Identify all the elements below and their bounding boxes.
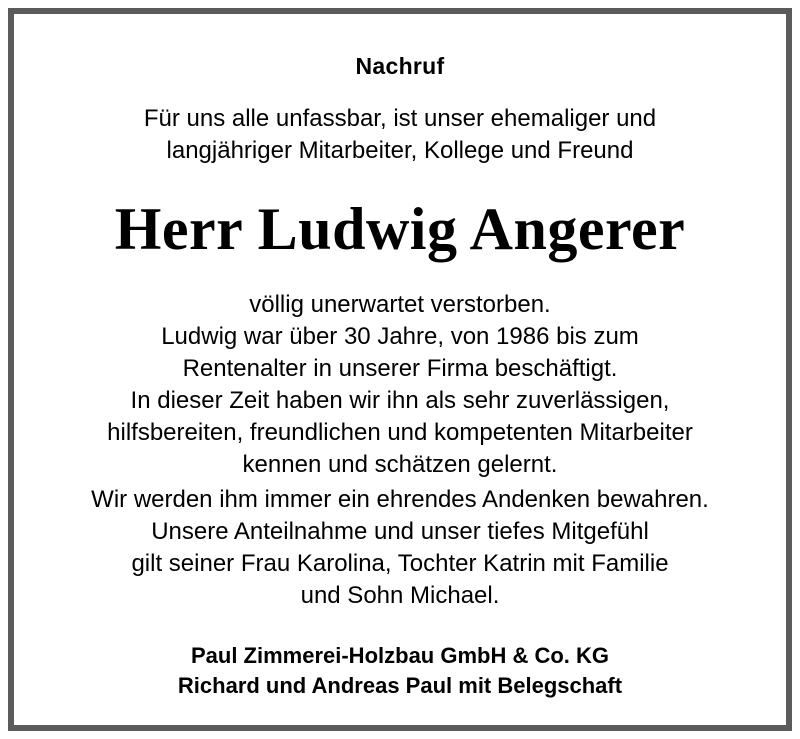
body-line: Ludwig war über 30 Jahre, von 1986 bis zum <box>161 323 639 350</box>
body-line: kennen und schätzen gelernt. <box>242 451 558 478</box>
sympathy-line: gilt seiner Frau Karolina, Tochter Katrin mit Familie <box>131 550 669 577</box>
sympathy-text <box>14 516 786 612</box>
body-line: Rentenalter in unserer Firma beschäftigt. <box>182 355 618 382</box>
sympathy-line: Unsere Anteilnahme und unser tiefes Mitgefühl <box>151 518 649 545</box>
intro-line: Für uns alle unfassbar, ist unser ehemaliger und <box>143 105 657 132</box>
obituary-heading: Nachruf <box>355 53 445 79</box>
intro-text <box>14 103 786 167</box>
obituary-content <box>14 14 786 725</box>
obituary-frame <box>8 8 792 731</box>
body-line: völlig unerwartet verstorben. <box>249 291 551 318</box>
sympathy-line: und Sohn Michael. <box>300 582 500 609</box>
company-name: Paul Zimmerei-Holzbau GmbH & Co. KG <box>190 643 610 668</box>
body-line: hilfsbereiten, freundlichen und kompetenten Mitarbeiter <box>107 419 693 446</box>
intro-line: langjähriger Mitarbeiter, Kollege und Freund <box>166 137 634 164</box>
remembrance-text <box>14 484 786 516</box>
signature-block <box>14 641 786 701</box>
body-line: In dieser Zeit haben wir ihn als sehr zuverlässigen, <box>130 387 670 414</box>
remembrance-line: Wir werden ihm immer ein ehrendes Andenken bewahren. <box>91 486 709 513</box>
signatories: Richard und Andreas Paul mit Belegschaft <box>177 673 623 698</box>
body-text <box>14 289 786 481</box>
deceased-name: Herr Ludwig Angerer <box>114 196 686 262</box>
